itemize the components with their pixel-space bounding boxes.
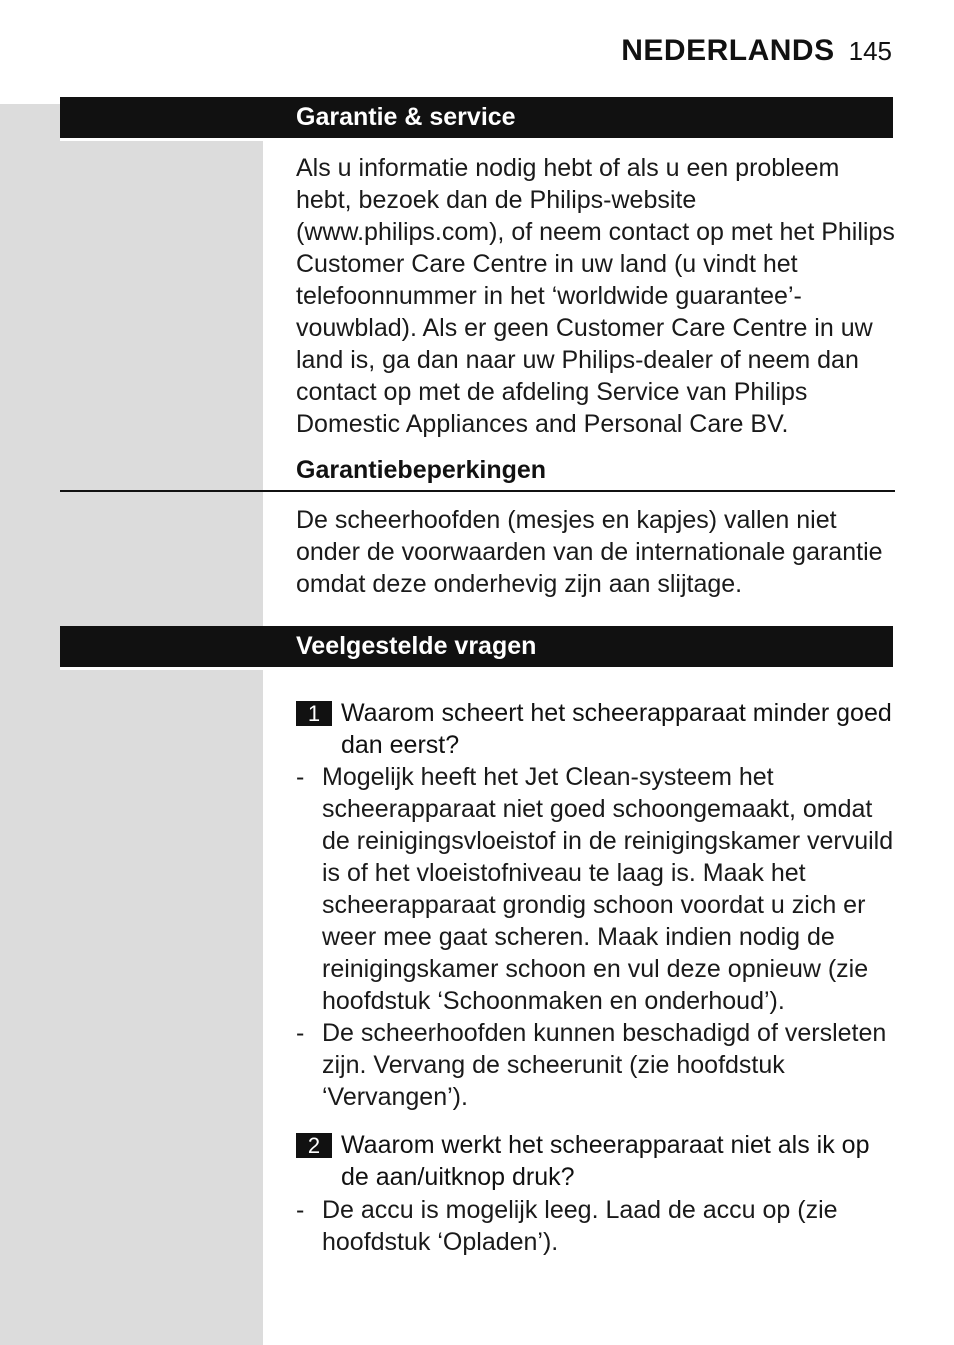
margin-strip <box>0 104 263 1345</box>
question-text: Waarom scheert het scheerapparaat minder goed dan eerst? <box>341 699 892 759</box>
page-header <box>621 34 892 68</box>
question-number-badge: 2 <box>296 1133 332 1158</box>
restrictions-paragraph: De scheerhoofden (mesjes en kapjes) vallen niet onder de voorwaarden van de internationale garantie omdat deze onderhevig zijn aan slijtage. <box>296 506 883 598</box>
divider <box>60 138 263 141</box>
faq-question-2 <box>296 1129 896 1193</box>
dash-marker: - <box>296 1196 305 1224</box>
subheading-rule <box>60 490 895 492</box>
divider <box>60 667 263 670</box>
question-text: Waarom werkt het scheerapparaat niet als ik op de aan/uitknop druk? <box>341 1131 870 1191</box>
section-title: Garantie & service <box>296 103 516 131</box>
faq-answer-1b <box>296 1017 896 1113</box>
faq-question-1 <box>296 697 896 761</box>
question-number-badge: 1 <box>296 701 332 726</box>
subheading-restrictions: Garantiebeperkingen <box>296 456 547 484</box>
section-heading-guarantee <box>60 97 893 138</box>
language-label: NEDERLANDS <box>621 34 835 67</box>
guarantee-text-end: ), of neem contact op met het Philips Customer Care Centre in uw land (u vindt het telefoonnummer in het ‘worldwide guarantee’-vouwblad). Als er geen Customer Care Centre in uw land is, ga dan naar uw Philips-dealer of neem dan contact op met de afdeling Service van Philips Domestic Appliances and Personal Care BV. <box>296 218 895 438</box>
website-link[interactable]: www.philips.com <box>304 218 490 246</box>
section-title: Veelgestelde vragen <box>296 632 537 660</box>
answer-text: De scheerhoofden kunnen beschadigd of versleten zijn. Vervang de scheerunit (zie hoofdstuk ‘Vervangen’). <box>322 1019 887 1111</box>
dash-marker: - <box>296 1019 305 1047</box>
answer-text: Mogelijk heeft het Jet Clean-systeem het scheerapparaat niet goed schoongemaakt, omdat de reinigingsvloeistof in de reinigingskamer vervuild is of het vloeistofniveau te laag is. Maak het scheerapparaat grondig schoon voordat u zich er weer mee gaat scheren. Maak indien nodig de reinigingskamer schoon en vul deze opnieuw (zie hoofdstuk ‘Schoonmaken en onderhoud’). <box>322 763 894 1015</box>
faq-answer-1a <box>296 761 896 1017</box>
guarantee-text-start: Als u informatie nodig hebt of als u een probleem hebt, bezoek dan de Philips-website ( <box>296 154 840 246</box>
guarantee-paragraph <box>296 152 896 440</box>
faq-answer-2a <box>296 1194 896 1258</box>
dash-marker: - <box>296 763 305 791</box>
answer-text: De accu is mogelijk leeg. Laad de accu op (zie hoofdstuk ‘Opladen’). <box>322 1196 838 1256</box>
page-number: 145 <box>848 36 892 66</box>
section-heading-faq <box>60 626 893 667</box>
